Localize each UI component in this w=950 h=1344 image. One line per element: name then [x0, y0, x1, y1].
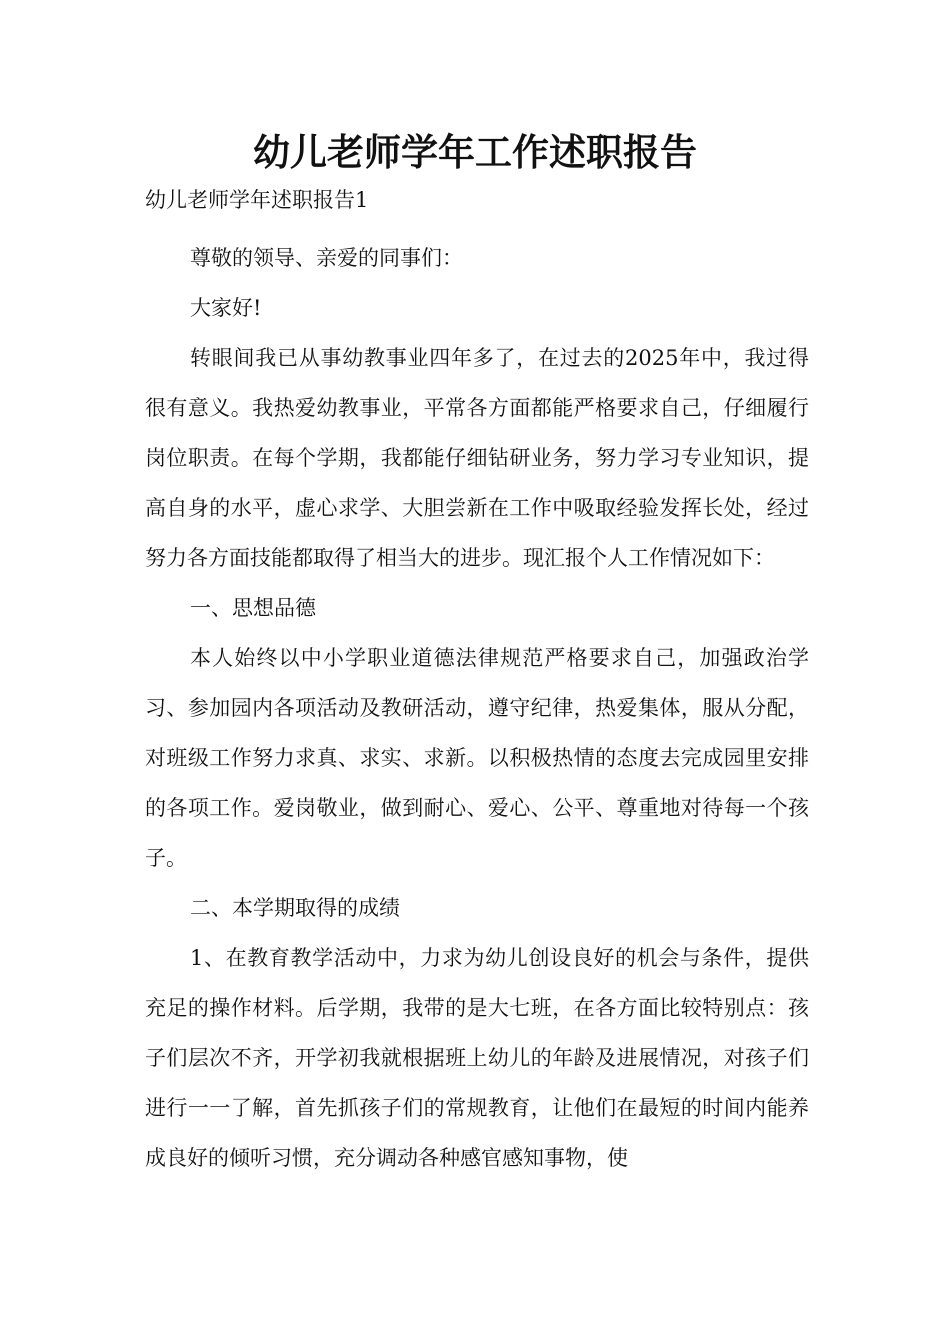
paragraph-ethics: 本人始终以中小学职业道德法律规范严格要求自己，加强政治学习、参加园内各项活动及教研活动，遵守纪律，热爱集体，服从分配，对班级工作努力求真、求实、求新。以积极热情的态度去完成园里安排的各项工作。爱岗敬业，做到耐心、爱心、公平、尊重地对待每一个孩子。: [145, 646, 809, 870]
document-title: 幼儿老师学年工作述职报告: [253, 131, 697, 174]
document-subtitle: 幼儿老师学年述职报告1: [145, 188, 369, 212]
paragraph-intro: 转眼间我已从事幼教事业四年多了，在过去的2025年中，我过得很有意义。我热爱幼教事业，平常各方面都能严格要求自己，仔细履行岗位职责。在每个学期，我都能仔细钻研业务，努力学习专业知识，提高自身的水平，虚心求学、大胆尝新在工作中吸取经验发挥长处，经过努力各方面技能都取得了相当大的进步。现汇报个人工作情况如下：: [145, 346, 809, 570]
document-body: [145, 233, 809, 1183]
section-heading-ethics: 一、思想品德: [190, 596, 316, 620]
paragraph-greeting: 尊敬的领导、亲爱的同事们：: [190, 246, 463, 270]
section-heading-achievements: 二、本学期取得的成绩: [190, 896, 400, 920]
paragraph-hello: 大家好!: [190, 296, 262, 320]
paragraph-achievements: 1、在教育教学活动中，力求为幼儿创设良好的机会与条件，提供充足的操作材料。后学期，我带的是大七班，在各方面比较特别点：孩子们层次不齐，开学初我就根据班上幼儿的年龄及进展情况，对孩子们进行一一了解，首先抓孩子们的常规教育，让他们在最短的时间内能养成良好的倾听习惯，充分调动各种感官感知事物，使: [145, 946, 809, 1170]
